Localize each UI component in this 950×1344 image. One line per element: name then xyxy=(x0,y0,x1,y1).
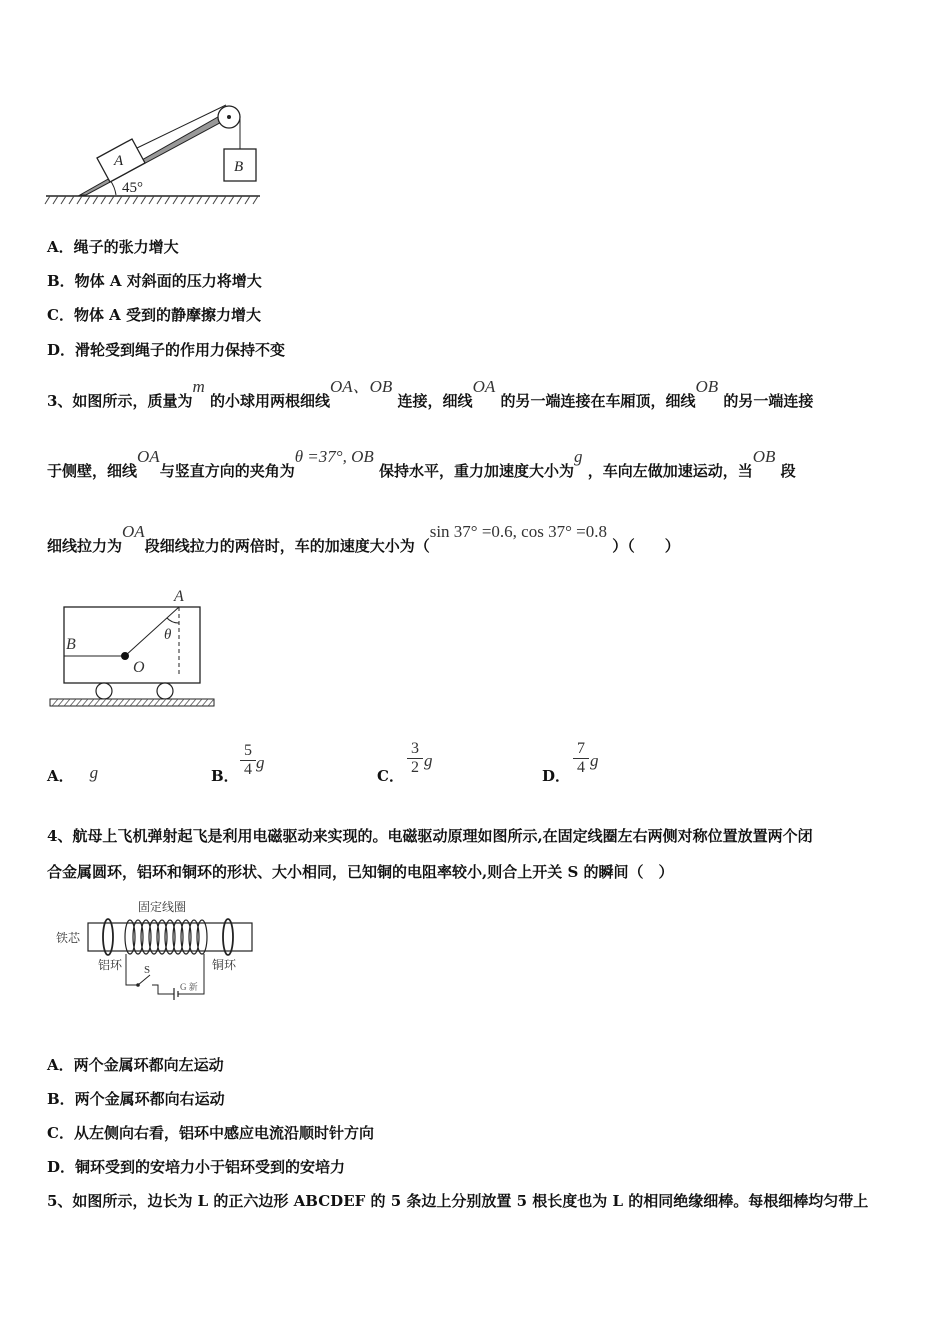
q3-option-c-fraction: $\frac{3}{2}$ xyxy=(407,740,423,777)
coil-rings-figure xyxy=(54,897,264,1012)
svg-text:B: B xyxy=(66,636,76,653)
q3-option-b-label: B． xyxy=(211,767,239,785)
q4-option-a: A．两个金属环都向左运动 xyxy=(47,1056,224,1074)
svg-text:A: A xyxy=(114,153,124,169)
svg-text:B: B xyxy=(234,159,244,175)
svg-text:铜环: 铜环 xyxy=(212,958,237,972)
q2-option-a: A．绳子的张力增大 xyxy=(47,238,179,256)
svg-text:G 新: G 新 xyxy=(180,982,198,992)
q5-line-1: 5、如图所示，边长为 L 的正六边形 ABCDEF 的 5 条边上分别放置 5 根长度也为 L 的相同绝缘细棒。每根细棒均匀带上 xyxy=(47,1192,869,1210)
q4-line-1: 4、航母上飞机弹射起飞是利用电磁驱动来实现的。电磁驱动原理如图所示,在固定线圈左右两侧对称位置放置两个闭 xyxy=(47,827,813,845)
q2-option-c: C．物体 A 受到的静摩擦力增大 xyxy=(47,306,262,324)
q3-option-d-fraction: $\frac{7}{4}$ xyxy=(573,740,589,777)
q4-option-d: D．铜环受到的安培力小于铝环受到的安培力 xyxy=(47,1158,346,1176)
svg-text:θ: θ xyxy=(164,627,172,643)
q4-option-c: C．从左侧向右看，铝环中感应电流沿顺时针方向 xyxy=(47,1124,374,1142)
car-ball-figure xyxy=(48,585,218,713)
q3-option-d-g: g xyxy=(590,751,599,770)
q4-option-b: B．两个金属环都向右运动 xyxy=(47,1090,225,1108)
q3-option-c-label: C． xyxy=(377,767,404,785)
svg-text:S: S xyxy=(144,964,151,976)
svg-text:固定线圈: 固定线圈 xyxy=(138,900,187,914)
incline-pulley-figure xyxy=(44,96,264,212)
q4-line-2: 合金属圆环，铝环和铜环的形状、大小相同，已知铜的电阻率较小,则合上开关 S 的瞬间（ ） xyxy=(47,863,674,881)
q2-option-b: B．物体 A 对斜面的压力将增大 xyxy=(47,272,262,290)
q3-line-3: 细线拉力为OA段细线拉力的两倍时，车的加速度大小为（sin 37° =0.6, cos 37° =0.8 ）（ ） xyxy=(47,522,680,555)
svg-text:O: O xyxy=(133,659,145,676)
q3-option-b-fraction: $\frac{5}{4}$ xyxy=(240,742,256,779)
svg-text:A: A xyxy=(174,588,184,605)
q3-line-1: 3、如图所示，质量为m 的小球用两根细线OA、OB 连接，细线OA 的另一端连接在车厢顶，细线OB 的另一端连接 xyxy=(47,377,814,410)
q3-line-2: 于侧壁，细线OA与竖直方向的夹角为θ =37°, OB 保持水平，重力加速度大小为g ，车向左做加速运动，当OB 段 xyxy=(47,447,796,480)
svg-text:铝环: 铝环 xyxy=(98,958,123,972)
q3-option-c-g: g xyxy=(424,751,433,770)
q3-option-d-label: D． xyxy=(542,767,571,785)
svg-text:45°: 45° xyxy=(122,180,143,196)
q3-option-a: A． g xyxy=(47,763,99,785)
svg-text:铁芯: 铁芯 xyxy=(56,931,81,945)
q3-option-b-g: g xyxy=(256,753,265,772)
q2-option-d: D．滑轮受到绳子的作用力保持不变 xyxy=(47,341,286,359)
